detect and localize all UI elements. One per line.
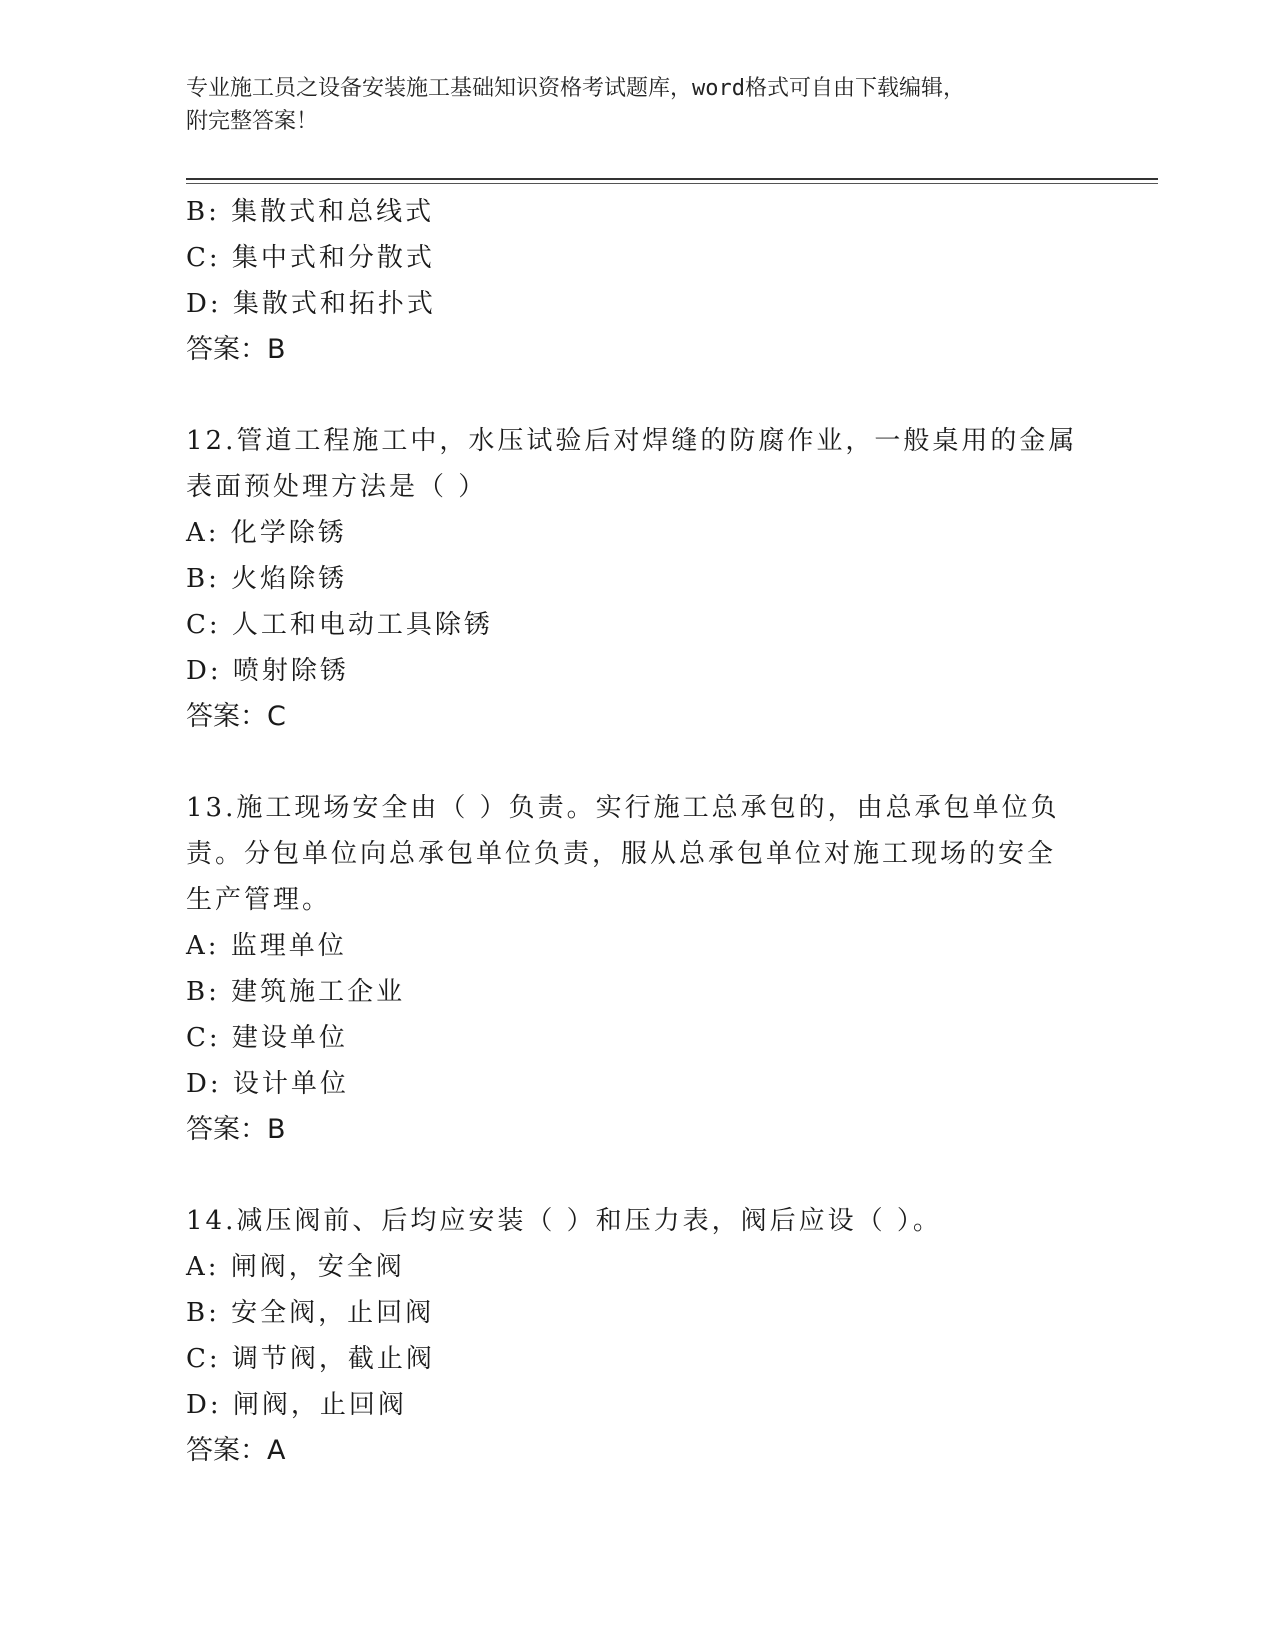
option-a: A: 化学除锈 xyxy=(186,518,347,548)
answer-line: 答案：C xyxy=(186,701,286,732)
question-text: 14.减压阀前、后均应安装（ ）和压力表，阀后应设（ ）。 xyxy=(186,1206,942,1236)
answer-line: 答案：A xyxy=(186,1435,286,1466)
question-text: 12.管道工程施工中，水压试验后对焊缝的防腐作业，一般桌用的金属 xyxy=(186,426,1078,456)
option-b: B: 火焰除锈 xyxy=(186,564,348,594)
option-d: D: 喷射除锈 xyxy=(186,656,349,686)
option-c: C: 调节阀，截止阀 xyxy=(186,1344,435,1374)
question-text: 表面预处理方法是（ ） xyxy=(186,472,488,502)
question-content xyxy=(186,189,1086,1474)
option-a: A: 监理单位 xyxy=(186,931,347,961)
header-divider-thick xyxy=(186,178,1158,180)
answer-line: 答案：B xyxy=(186,334,286,365)
option-c: C: 集中式和分散式 xyxy=(186,243,435,273)
answer-line: 答案：B xyxy=(186,1114,286,1145)
option-b: B: 集散式和总线式 xyxy=(186,197,435,227)
question-11-continued xyxy=(186,189,1086,373)
spacer xyxy=(186,1153,1086,1198)
question-text: 责。分包单位向总承包单位负责，服从总承包单位对施工现场的安全 xyxy=(186,839,1057,869)
header-divider-thin xyxy=(186,183,1158,184)
option-a: A: 闸阀，安全阀 xyxy=(186,1252,405,1282)
option-b: B: 安全阀，止回阀 xyxy=(186,1298,435,1328)
option-d: D: 设计单位 xyxy=(186,1069,349,1099)
header-line-2: 附完整答案！ xyxy=(186,109,319,134)
option-d: D: 集散式和拓扑式 xyxy=(186,289,436,319)
option-c: C: 人工和电动工具除锈 xyxy=(186,610,493,640)
option-d: D: 闸阀，止回阀 xyxy=(186,1390,407,1420)
header-line-1: 专业施工员之设备安装施工基础知识资格考试题库，word格式可自由下载编辑， xyxy=(186,76,965,101)
question-text: 13.施工现场安全由（ ）负责。实行施工总承包的，由总承包单位负 xyxy=(186,793,1060,823)
question-13 xyxy=(186,785,1086,1153)
question-12 xyxy=(186,418,1086,740)
option-b: B: 建筑施工企业 xyxy=(186,977,406,1007)
spacer xyxy=(186,373,1086,418)
question-14 xyxy=(186,1198,1086,1474)
option-c: C: 建设单位 xyxy=(186,1023,348,1053)
spacer xyxy=(186,740,1086,785)
document-header xyxy=(186,72,1086,138)
question-text: 生产管理。 xyxy=(186,885,332,915)
